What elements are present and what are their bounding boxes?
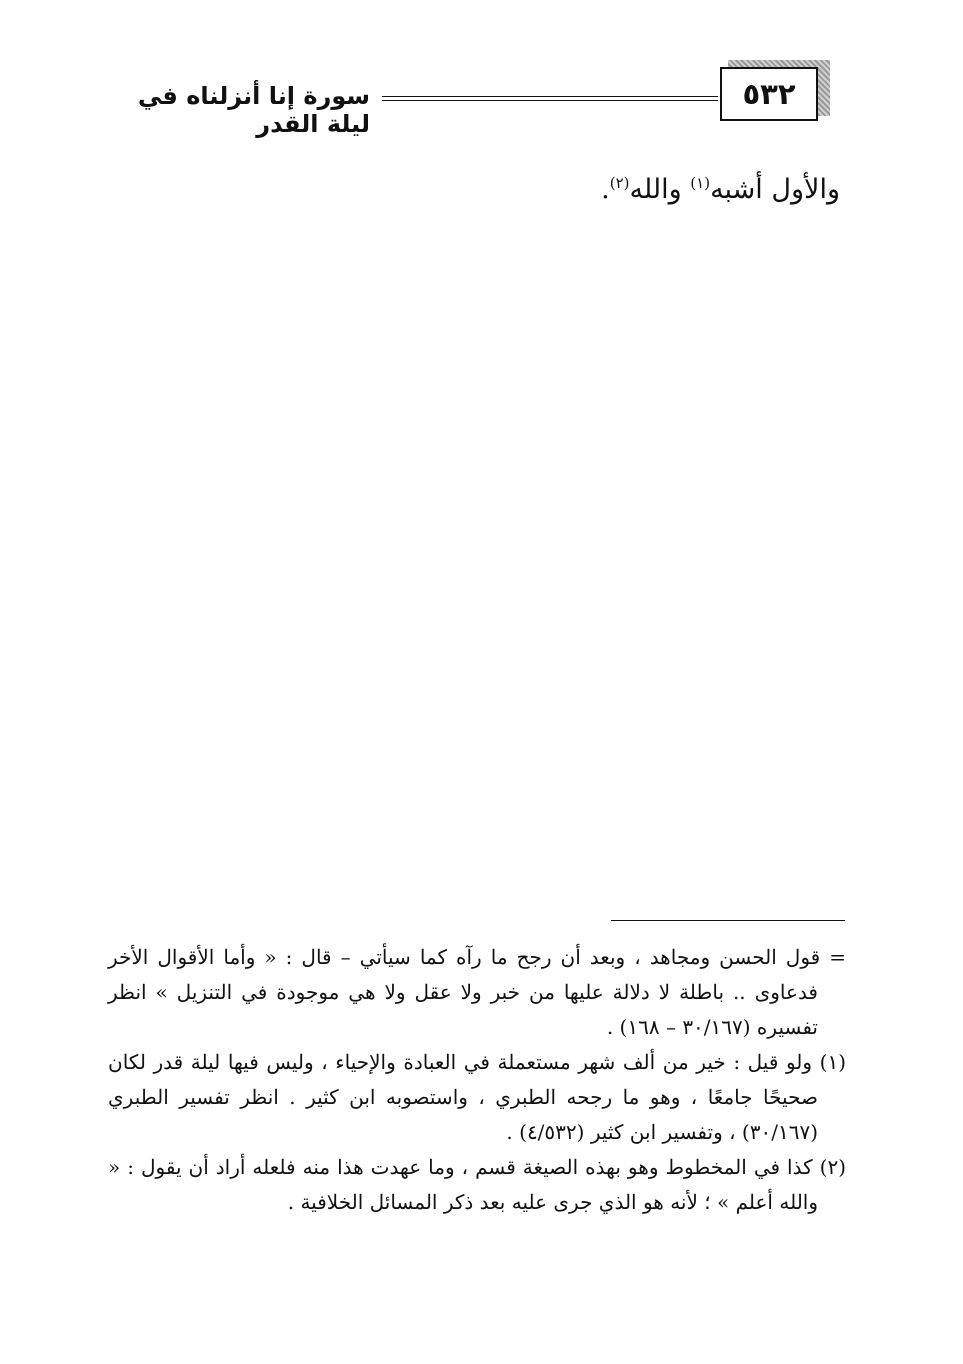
main-text-end: . <box>601 174 610 205</box>
header-rule <box>382 96 718 101</box>
footnote-1: (١) ولو قيل : خير من ألف شهر مستعملة في العبادة والإحياء ، وليس فيها ليلة قدر لكان صحيحًا جامعًا ، وهو ما رجحه الطبري ، واستصوبه ابن كثير . انظر تفسير الطبري (٣٠/١٦٧) ، وتفسير ابن كثير (٤/٥٣٢) . <box>108 1050 846 1144</box>
main-text-middle: والله <box>629 174 691 205</box>
footnote-separator <box>611 920 845 921</box>
page-number-box <box>720 67 818 121</box>
main-text <box>120 168 840 212</box>
main-text-start: والأول أشبه <box>710 174 840 205</box>
footnote-continued: = قول الحسن ومجاهد ، وبعد أن رجح ما رآه كما سيأتي – قال : « وأما الأقوال الأخر فدعاوى .. باطلة لا دلالة عليها من خبر ولا عقل ولا هي موجودة في التنزيل » انظر تفسيره (٣٠/١٦٧ – ١٦٨) . <box>108 945 846 1039</box>
running-title: سورة إنا أنزلناه في ليلة القدر <box>137 82 370 138</box>
footnote-2: (٢) كذا في المخطوط وهو بهذه الصيغة قسم ، وما عهدت هذا منه فلعله أراد أن يقول : « والله أعلم » ؛ لأنه هو الذي جرى عليه بعد ذكر المسائل الخلافية . <box>108 1155 846 1214</box>
page-number: ٥٣٢ <box>742 77 796 111</box>
footnote-ref-1: (١) <box>690 174 711 192</box>
footnotes <box>108 940 846 1220</box>
footnote-ref-2: (٢) <box>609 174 630 192</box>
